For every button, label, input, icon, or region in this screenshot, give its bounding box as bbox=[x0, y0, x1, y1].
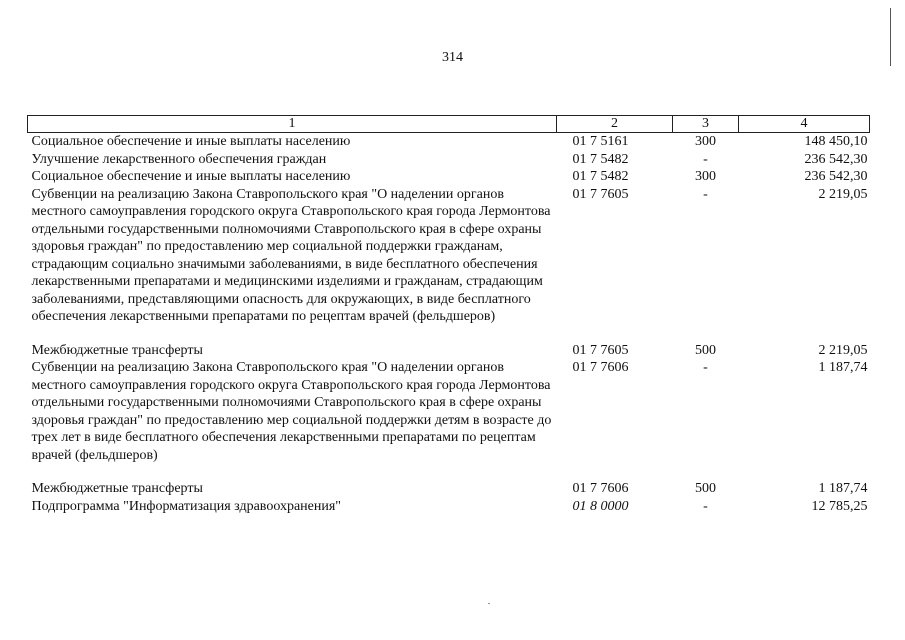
row-code: 01 7 7606 bbox=[572, 481, 629, 496]
table-row bbox=[28, 480, 870, 498]
row-code: 01 7 7605 bbox=[572, 186, 629, 202]
scan-dot bbox=[488, 603, 490, 604]
table-row bbox=[28, 133, 870, 151]
page-number: 314 bbox=[442, 50, 463, 65]
table-row bbox=[28, 151, 870, 169]
row-name: Социальное обеспечение и иные выплаты населению bbox=[31, 134, 351, 149]
table-row bbox=[28, 342, 870, 360]
row-type: - bbox=[703, 151, 708, 167]
row-name: Субвенции на реализацию Закона Ставропольского края "О наделении органов местного самоуправления городского округа Ставропольского края города Лермонтова отдельными государственными полномочиями Ставропольского края в сфере охраны здоровья граждан" по предоставлению мер социальной поддержки гражданам, страдающим социально значимыми заболеваниями, в виде бесплатного обеспечения лекарственными препаратами и медицинскими изделиями и гражданам, страдающим заболеваниями, представляющими опасность для окружающих, в виде бесплатного обеспечения лекарственными препаратами по рецептам врачей (фельдшеров) bbox=[31, 186, 551, 324]
row-sum: 2 219,05 bbox=[818, 186, 868, 202]
spacer-row bbox=[28, 464, 870, 480]
header-col-1: 1 bbox=[28, 116, 557, 133]
row-name: Субвенции на реализацию Закона Ставропольского края "О наделении органов местного самоуправления городского округа Ставропольского края города Лермонтова отдельными государственными полномочиями Ставропольского края в сфере охраны здоровья граждан" по предоставлению мер социальной поддержки детям в возрасте до трех лет в виде бесплатного обеспечения лекарственными препаратами по рецептам врачей (фельдшеров) bbox=[31, 360, 552, 463]
row-sum: 2 219,05 bbox=[818, 342, 868, 358]
row-name: Межбюджетные трансферты bbox=[31, 342, 203, 358]
row-type: 300 bbox=[695, 134, 716, 149]
row-sum: 148 450,10 bbox=[804, 134, 868, 149]
row-type: 500 bbox=[695, 342, 716, 358]
row-sum: 1 187,74 bbox=[818, 481, 868, 496]
row-code: 01 7 7605 bbox=[572, 342, 629, 358]
row-type: - bbox=[703, 498, 708, 514]
row-code: 01 8 0000 bbox=[572, 498, 629, 514]
row-code: 01 7 5161 bbox=[572, 134, 629, 149]
row-type: - bbox=[703, 186, 708, 202]
row-sum: 12 785,25 bbox=[811, 498, 868, 514]
table-header-row bbox=[28, 116, 870, 133]
row-sum: 236 542,30 bbox=[804, 169, 868, 184]
budget-table bbox=[27, 115, 870, 515]
table-row bbox=[28, 359, 870, 464]
row-type: 300 bbox=[695, 169, 716, 184]
header-col-3: 3 bbox=[673, 116, 739, 133]
header-col-2: 2 bbox=[557, 116, 673, 133]
row-name: Подпрограмма "Информатизация здравоохранения" bbox=[31, 498, 342, 514]
header-col-4: 4 bbox=[739, 116, 870, 133]
row-sum: 236 542,30 bbox=[804, 151, 868, 167]
row-type: - bbox=[703, 360, 708, 375]
row-type: 500 bbox=[695, 481, 716, 496]
row-code: 01 7 7606 bbox=[572, 360, 629, 375]
row-code: 01 7 5482 bbox=[572, 151, 629, 167]
row-sum: 1 187,74 bbox=[818, 360, 868, 375]
table-row bbox=[28, 168, 870, 186]
row-name: Межбюджетные трансферты bbox=[31, 481, 203, 496]
table-row bbox=[28, 186, 870, 326]
row-name: Улучшение лекарственного обеспечения граждан bbox=[31, 151, 327, 167]
row-code: 01 7 5482 bbox=[572, 169, 629, 184]
row-name: Социальное обеспечение и иные выплаты населению bbox=[31, 169, 351, 184]
table-row bbox=[28, 498, 870, 516]
spacer-row bbox=[28, 326, 870, 342]
